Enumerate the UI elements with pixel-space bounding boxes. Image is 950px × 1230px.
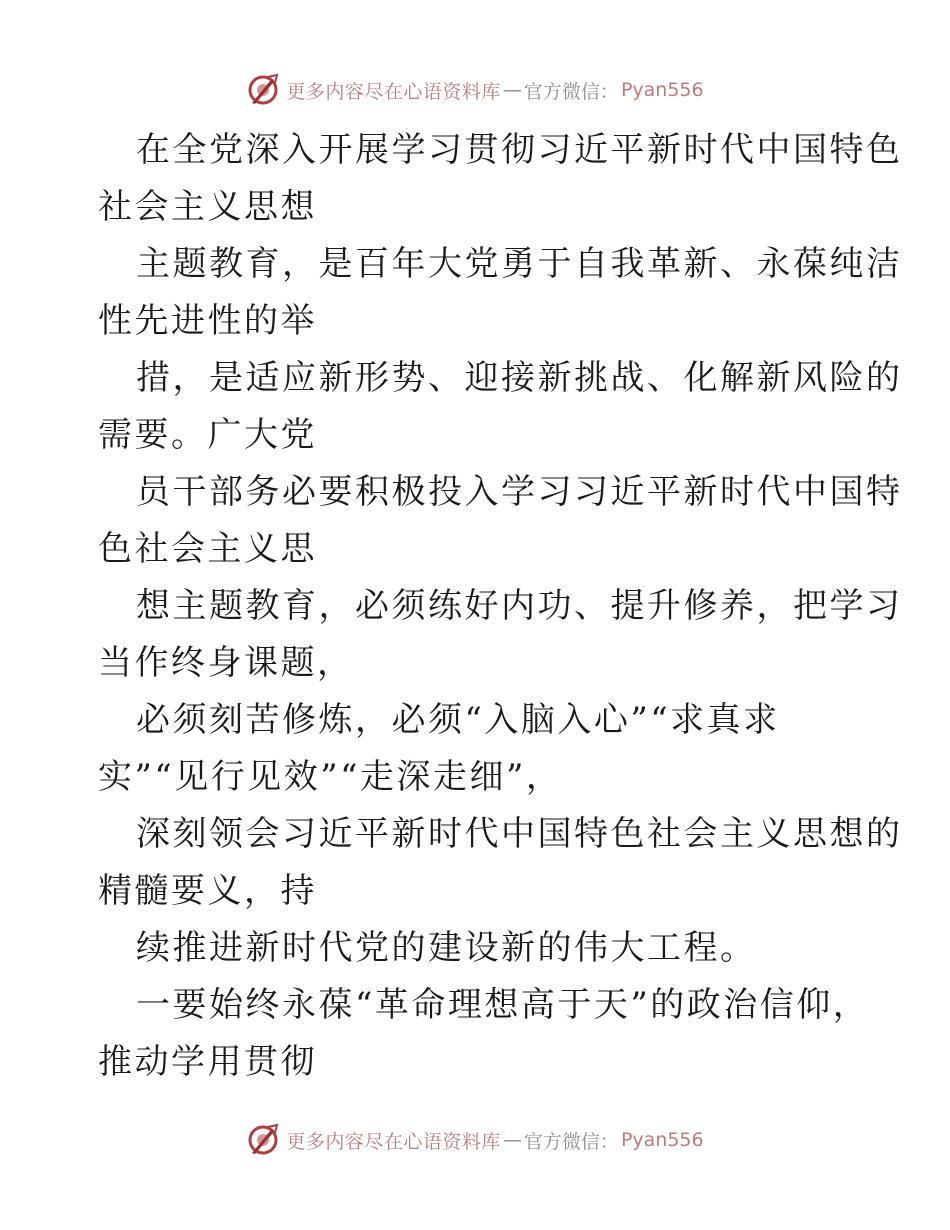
text-line: 想主题教育，必须练好内功、提升修养，把学习	[136, 586, 903, 626]
text-line: 深刻领会习近平新时代中国特色社会主义思想的	[136, 814, 903, 854]
banner-brand-text: 更多内容尽在心语资料库	[286, 80, 501, 103]
text-line: 色社会主义思	[98, 529, 317, 569]
banner-wechat-id: Pyan556	[620, 79, 704, 101]
text-line: 社会主义思想	[98, 187, 317, 227]
banner-brand-text: 更多内容尽在心语资料库	[286, 1130, 501, 1153]
text-line: 推动学用贯彻	[98, 1042, 317, 1082]
text-line: 员干部务必要积极投入学习习近平新时代中国特	[136, 472, 903, 512]
text-line: 措，是适应新形势、迎接新挑战、化解新风险的	[136, 358, 903, 398]
text-line: 性先进性的举	[98, 301, 317, 341]
document-body	[98, 122, 903, 1091]
banner-dash: —	[502, 1129, 522, 1151]
text-line: 在全党深入开展学习贯彻习近平新时代中国特色	[136, 130, 903, 170]
text-line: 必须刻苦修炼，必须“入脑入心”“求真求	[136, 700, 780, 740]
banner-dash: —	[502, 79, 522, 101]
text-line: 一要始终永葆“革命理想高于天”的政治信仰，	[136, 985, 870, 1025]
banner-official-label: 官方微信：	[523, 1130, 619, 1153]
text-line: 主题教育，是百年大党勇于自我革新、永葆纯洁	[136, 244, 903, 284]
quill-logo-icon	[246, 1123, 280, 1157]
footer-banner	[0, 1120, 950, 1160]
banner-official-label: 官方微信：	[523, 80, 619, 103]
text-line: 当作终身课题，	[98, 643, 354, 683]
header-banner	[0, 70, 950, 110]
text-line: 精髓要义，持	[98, 871, 317, 911]
text-line: 续推进新时代党的建设新的伟大工程。	[136, 928, 757, 968]
text-line: 需要。广大党	[98, 415, 317, 455]
banner-wechat-id: Pyan556	[620, 1129, 704, 1151]
text-line: 实”“见行见效”“走深走细”，	[98, 757, 563, 797]
quill-logo-icon	[246, 73, 280, 107]
